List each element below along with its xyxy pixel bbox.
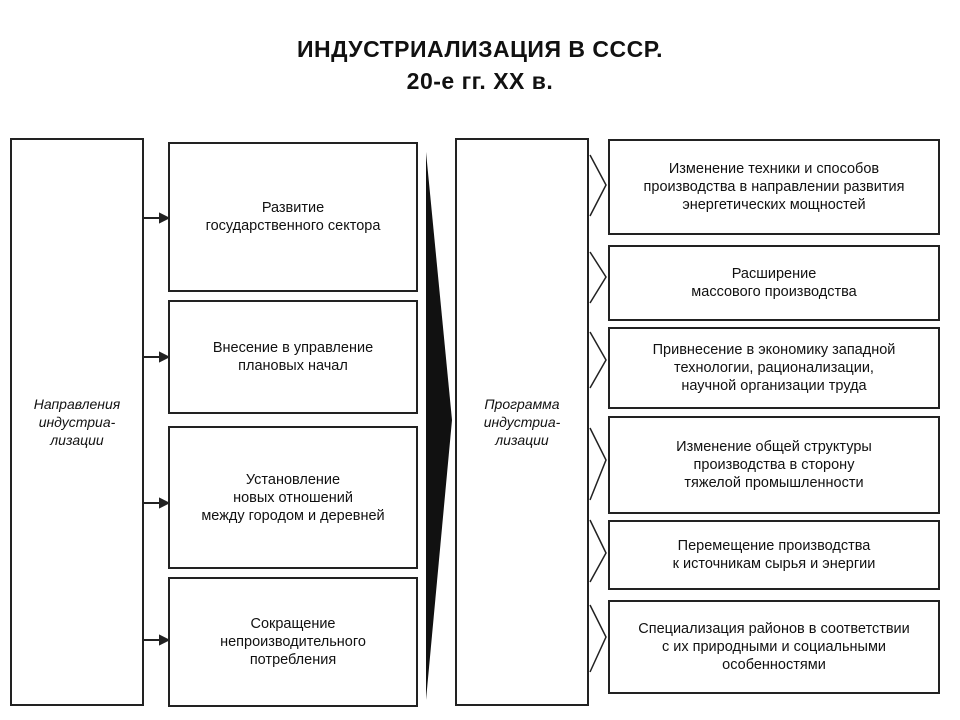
program-box-4 [608, 416, 940, 514]
direction-text: Развитие государственного сектора [205, 200, 381, 234]
direction-box-2 [168, 300, 418, 414]
left-category-box [10, 138, 144, 706]
program-category-box [455, 138, 589, 706]
direction-text: Сокращение непроизводительного потребления [220, 616, 366, 668]
arrowhead [160, 499, 168, 507]
direction-box-4 [168, 577, 418, 707]
arrowhead [160, 353, 168, 361]
diagram-subtitle: 20-е гг. XX в. [406, 68, 554, 94]
program-text: Изменение техники и способов производства в направлении развития энергетических мощностей [643, 161, 905, 213]
central-arrow [426, 152, 452, 700]
program-box-2 [608, 245, 940, 321]
program-box-1 [608, 139, 940, 235]
chevron-icon [590, 252, 606, 303]
left-category-label: Направления индустриа- лизации [33, 396, 121, 448]
program-text: Расширение массового производства [691, 266, 857, 300]
chevron-icon [590, 428, 606, 500]
program-box-5 [608, 520, 940, 590]
program-category-label: Программа индустриа- лизации [483, 396, 561, 448]
direction-box-3 [168, 426, 418, 569]
direction-text: Установление новых отношений между городом и деревней [201, 471, 385, 524]
chevron-icon [590, 332, 606, 388]
diagram-title: ИНДУСТРИАЛИЗАЦИЯ В СССР. [296, 36, 664, 62]
program-text: Специализация районов в соответствии с их природными и социальными особенностями [638, 621, 910, 673]
program-box-6 [608, 600, 940, 694]
program-text: Привнесение в экономику западной технологии, рационализации, научной организации труда [652, 342, 896, 394]
arrowhead [160, 636, 168, 644]
program-text: Изменение общей структуры производства в сторону тяжелой промышленности [676, 439, 872, 491]
arrowhead [160, 214, 168, 222]
chevron-icon [590, 520, 606, 582]
program-text: Перемещение производства к источникам сырья и энергии [672, 538, 876, 572]
direction-box-1 [168, 142, 418, 292]
program-box-3 [608, 327, 940, 409]
direction-text: Внесение в управление плановых начал [212, 340, 374, 374]
chevron-icon [590, 605, 606, 672]
chevron-icon [590, 155, 606, 216]
